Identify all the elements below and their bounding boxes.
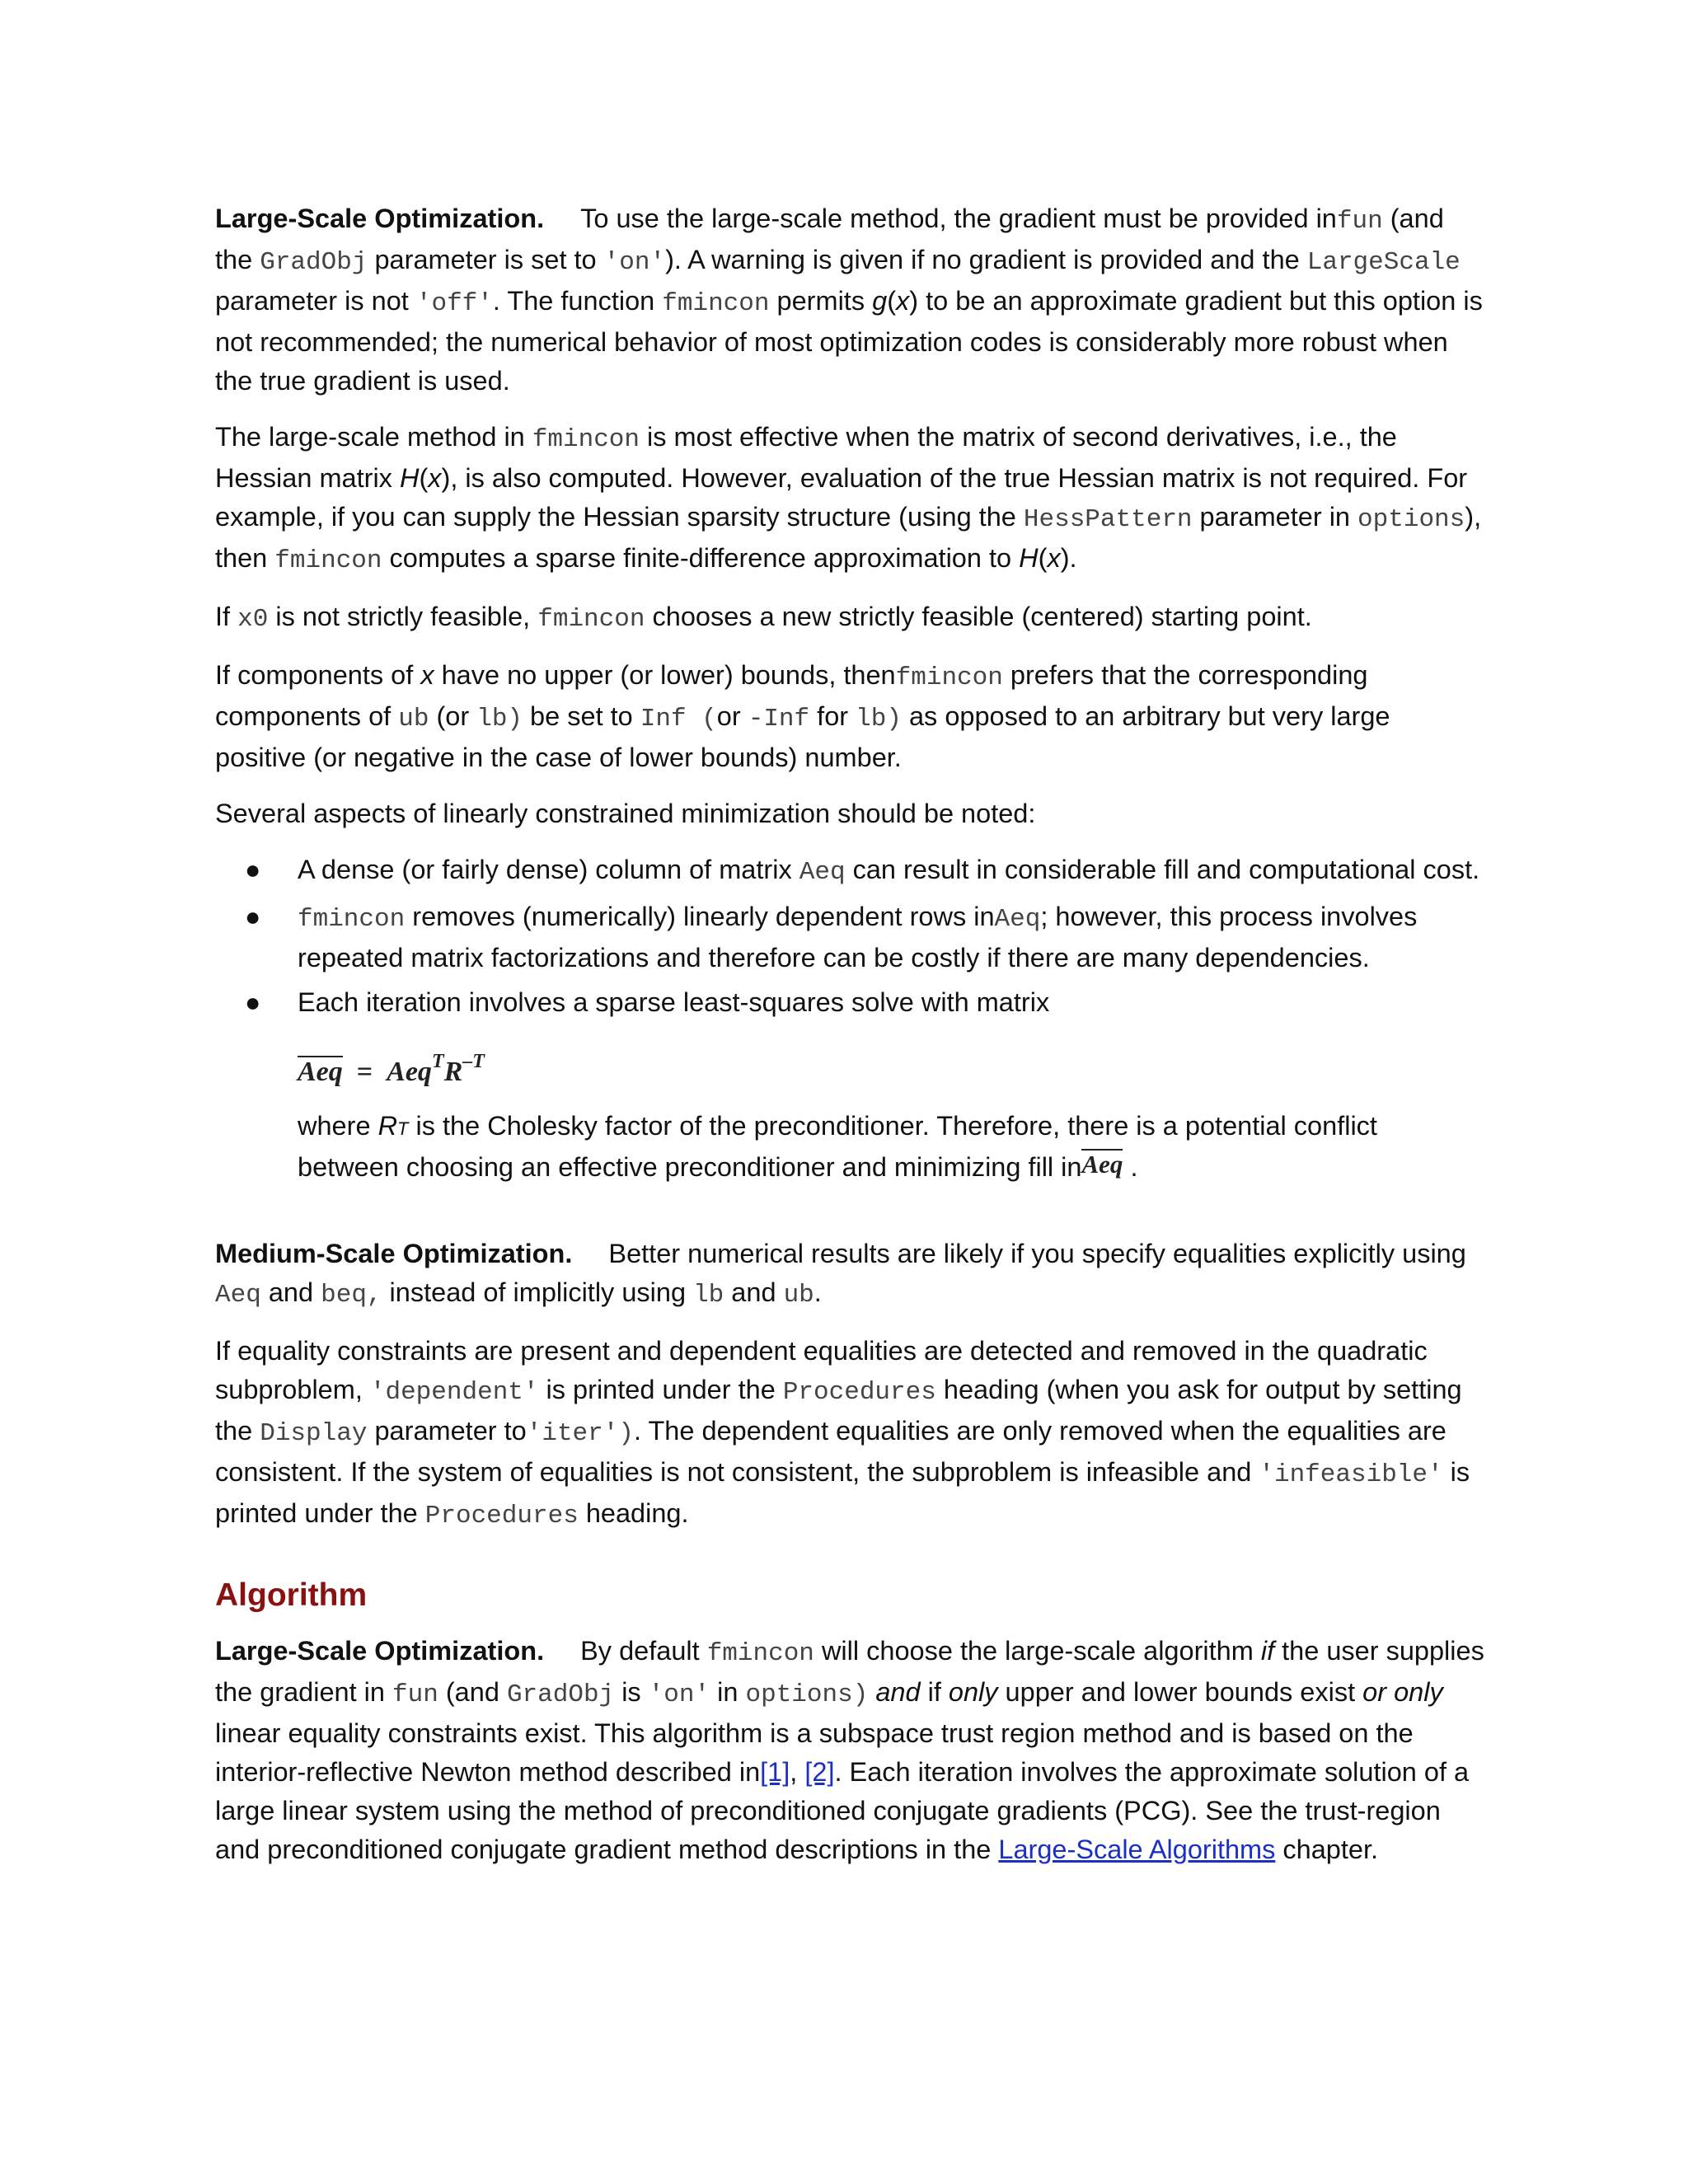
text: ). (1060, 543, 1077, 573)
text: upper and lower bounds exist (997, 1677, 1363, 1707)
text: is (614, 1677, 649, 1707)
code-fmincon: fmincon (706, 1639, 814, 1668)
code-beq: beq, (321, 1281, 382, 1310)
text: permits (769, 286, 873, 316)
text: as opposed to an arbitrary but very large positive (or negative in the case of lower bounds) number. (215, 701, 1390, 772)
code-fmincon: fmincon (298, 905, 406, 934)
list-item (245, 898, 1484, 977)
equation-r: R (443, 1057, 463, 1087)
text: To use the large-scale method, the gradient must be provided in (580, 204, 1337, 233)
run-in-heading: Large-Scale Optimization. (215, 204, 545, 233)
equation-rhs-base: Aeq (387, 1057, 432, 1087)
code-off: 'off' (415, 289, 493, 318)
code-ub: ub (783, 1281, 814, 1310)
equation-equals: = (356, 1057, 373, 1087)
text: will choose the large-scale algorithm (814, 1636, 1261, 1666)
text: can result in considerable fill and computational cost. (845, 855, 1480, 884)
code-iter: 'iter') (526, 1419, 634, 1448)
text: instead of implicitly using (382, 1277, 694, 1307)
text: computes a sparse finite-difference approximation to (382, 543, 1020, 573)
code-options: options) (745, 1680, 869, 1709)
text: ), then (215, 502, 1482, 573)
text: A dense (or fairly dense) column of matrix (298, 855, 799, 884)
code-lb: lb) (856, 705, 902, 733)
text: prefers that the corresponding components of (215, 660, 1368, 731)
text: (or (429, 701, 477, 731)
text: ) to be an approximate gradient but this option is not recommended; the numerical behavior of most optimization codes is considerably more robust when the true gradient is used. (215, 286, 1483, 396)
text: and (724, 1277, 784, 1307)
text: removes (numerically) linearly dependent rows in (405, 902, 995, 931)
text: is printed under the (538, 1375, 783, 1404)
text: . Each iteration involves the approximate solution of a large linear system using the method of preconditioned conjugate gradients (PCG). See the trust-region and preconditioned conjugate gradient method descriptions in the (215, 1757, 1470, 1864)
code-fmincon: fmincon (532, 425, 640, 454)
math-x: x (1047, 543, 1061, 573)
code-fun: fun (1336, 207, 1383, 236)
text: heading (when you ask for output by setting the (215, 1375, 1462, 1446)
emphasis-if: if (1260, 1636, 1275, 1666)
code-dependent: 'dependent' (369, 1378, 539, 1407)
text: (and the (215, 204, 1444, 274)
text: , (790, 1757, 805, 1787)
equation-lhs: Aeq (298, 1057, 343, 1087)
text: ), is also computed. However, evaluation of the true Hessian matrix is not required. For example, if you can supply the Hessian sparsity structure (using the (215, 463, 1468, 532)
text: is not strictly feasible, (268, 602, 538, 631)
code-minus-inf: -Inf (748, 705, 810, 733)
paragraph-x0-feasible (215, 598, 1484, 639)
text: Several aspects of linearly constrained minimization should be noted: (215, 799, 1036, 828)
text: parameter is set to (367, 245, 604, 274)
equation-sup-t: T (431, 1051, 444, 1072)
paragraph-algorithm-large-scale (215, 1632, 1484, 1869)
list-item (245, 851, 1484, 892)
text: have no upper (or lower) bounds, then (434, 660, 896, 690)
math-h: H (399, 463, 420, 493)
math-r-sub: T (397, 1118, 409, 1139)
text: Each iteration involves a sparse least-squares solve with matrix (298, 987, 1050, 1017)
text: parameter in (1192, 502, 1358, 532)
math-g: g (872, 286, 888, 316)
code-fmincon: fmincon (274, 546, 382, 575)
text: ). A warning is given if no gradient is provided and the (665, 245, 1307, 274)
text: and (260, 1277, 321, 1307)
code-lb: lb (693, 1281, 724, 1310)
text: ( (1038, 543, 1048, 573)
code-x0: x0 (237, 605, 269, 634)
math-aeq-bar: Aeq (1081, 1150, 1123, 1179)
text: Better numerical results are likely if you specify equalities explicitly using (608, 1239, 1466, 1268)
text: if (920, 1677, 949, 1707)
paragraph-bounds (215, 656, 1484, 777)
run-in-heading: Large-Scale Optimization. (215, 1636, 545, 1666)
emphasis-only: only (948, 1677, 998, 1707)
text: . (1123, 1152, 1138, 1182)
text: for (809, 701, 856, 731)
text: is the Cholesky factor of the preconditioner. Therefore, there is a potential conflict between choosing an effective preconditioner and minimizing fill in (298, 1111, 1377, 1182)
text: chapter. (1275, 1835, 1379, 1864)
math-x: x (428, 463, 442, 493)
text: linear equality constraints exist. This algorithm is a subspace trust region method and is based on the interior-reflective Newton method described in (215, 1718, 1414, 1787)
text: (and (438, 1677, 507, 1707)
code-lb: lb) (476, 705, 523, 733)
math-x: x (420, 660, 434, 690)
text: ( (887, 286, 897, 316)
text: . The dependent equalities are only removed when the equalities are consistent. If the system of equalities is not consistent, the subproblem is infeasible and (215, 1416, 1447, 1487)
emphasis-and: and (868, 1677, 921, 1707)
list-item (245, 983, 1484, 1187)
linear-constraints-list (215, 851, 1484, 1187)
text: ; however, this process involves repeated matrix factorizations and therefore can be costly if there are many dependencies. (298, 902, 1418, 972)
text: If equality constraints are present and dependent equalities are detected and removed in the quadratic subproblem, (215, 1336, 1428, 1404)
reference-link-1[interactable]: [1] (760, 1757, 790, 1787)
code-fmincon: fmincon (662, 289, 770, 318)
code-largescale: LargeScale (1306, 248, 1461, 277)
code-fun: fun (392, 1680, 438, 1709)
large-scale-algorithms-link[interactable]: Large-Scale Algorithms (998, 1835, 1276, 1864)
paragraph-linear-constraints-intro (215, 794, 1484, 833)
text: heading. (578, 1498, 689, 1528)
paragraph-hessian (215, 418, 1484, 580)
emphasis-or-only: or only (1362, 1677, 1443, 1707)
run-in-heading: Medium-Scale Optimization. (215, 1239, 573, 1268)
reference-link-2[interactable]: [2] (804, 1757, 835, 1787)
math-r: R (377, 1111, 398, 1141)
code-fmincon: fmincon (895, 663, 1003, 692)
text: . (814, 1277, 822, 1307)
math-h: H (1019, 543, 1039, 573)
text: . The function (492, 286, 663, 316)
code-ub: ub (398, 705, 429, 733)
bullet-icon: ● (245, 855, 261, 884)
code-infeasible: 'infeasible' (1259, 1460, 1443, 1489)
code-gradobj: GradObj (506, 1680, 615, 1709)
text: chooses a new strictly feasible (centered) starting point. (645, 602, 1312, 631)
code-aeq: Aeq (215, 1281, 261, 1310)
paragraph-dependent-equalities (215, 1332, 1484, 1535)
code-procedures: Procedures (424, 1502, 579, 1530)
text: where (298, 1111, 378, 1141)
code-on: 'on' (648, 1680, 710, 1709)
text: If (215, 602, 238, 631)
paragraph-medium-scale-optimization (215, 1235, 1484, 1315)
text: or (716, 701, 748, 731)
text: parameter to (367, 1416, 527, 1446)
equation-aeq-bar (298, 1043, 1484, 1092)
document-body (215, 199, 1484, 1886)
text: The large-scale method in (215, 422, 532, 452)
text: By default (580, 1636, 707, 1666)
text: is printed under the (215, 1457, 1470, 1528)
code-aeq: Aeq (799, 858, 846, 887)
equation-sup-minus-t: –T (462, 1051, 485, 1072)
code-inf: Inf ( (640, 705, 717, 733)
text: is most effective when the matrix of second derivatives, i.e., the Hessian matrix (215, 422, 1397, 493)
code-on: 'on' (603, 248, 666, 277)
text: If components of (215, 660, 421, 690)
code-hesspattern: HessPattern (1023, 505, 1193, 534)
bullet-icon: ● (245, 902, 261, 931)
code-gradobj: GradObj (260, 248, 368, 277)
text: the user supplies the gradient in (215, 1636, 1484, 1707)
code-procedures: Procedures (782, 1378, 936, 1407)
text: ( (419, 463, 429, 493)
equation-explanation (298, 1107, 1484, 1187)
text: parameter is not (215, 286, 416, 316)
section-heading-algorithm: Algorithm (215, 1577, 368, 1613)
code-aeq: Aeq (994, 905, 1041, 934)
paragraph-large-scale-optimization (215, 199, 1484, 401)
text: be set to (523, 701, 640, 731)
bullet-icon: ● (245, 987, 261, 1017)
code-display: Display (260, 1419, 368, 1448)
text: in (710, 1677, 746, 1707)
code-options: options (1357, 505, 1465, 534)
math-x: x (896, 286, 910, 316)
code-fmincon: fmincon (537, 605, 645, 634)
